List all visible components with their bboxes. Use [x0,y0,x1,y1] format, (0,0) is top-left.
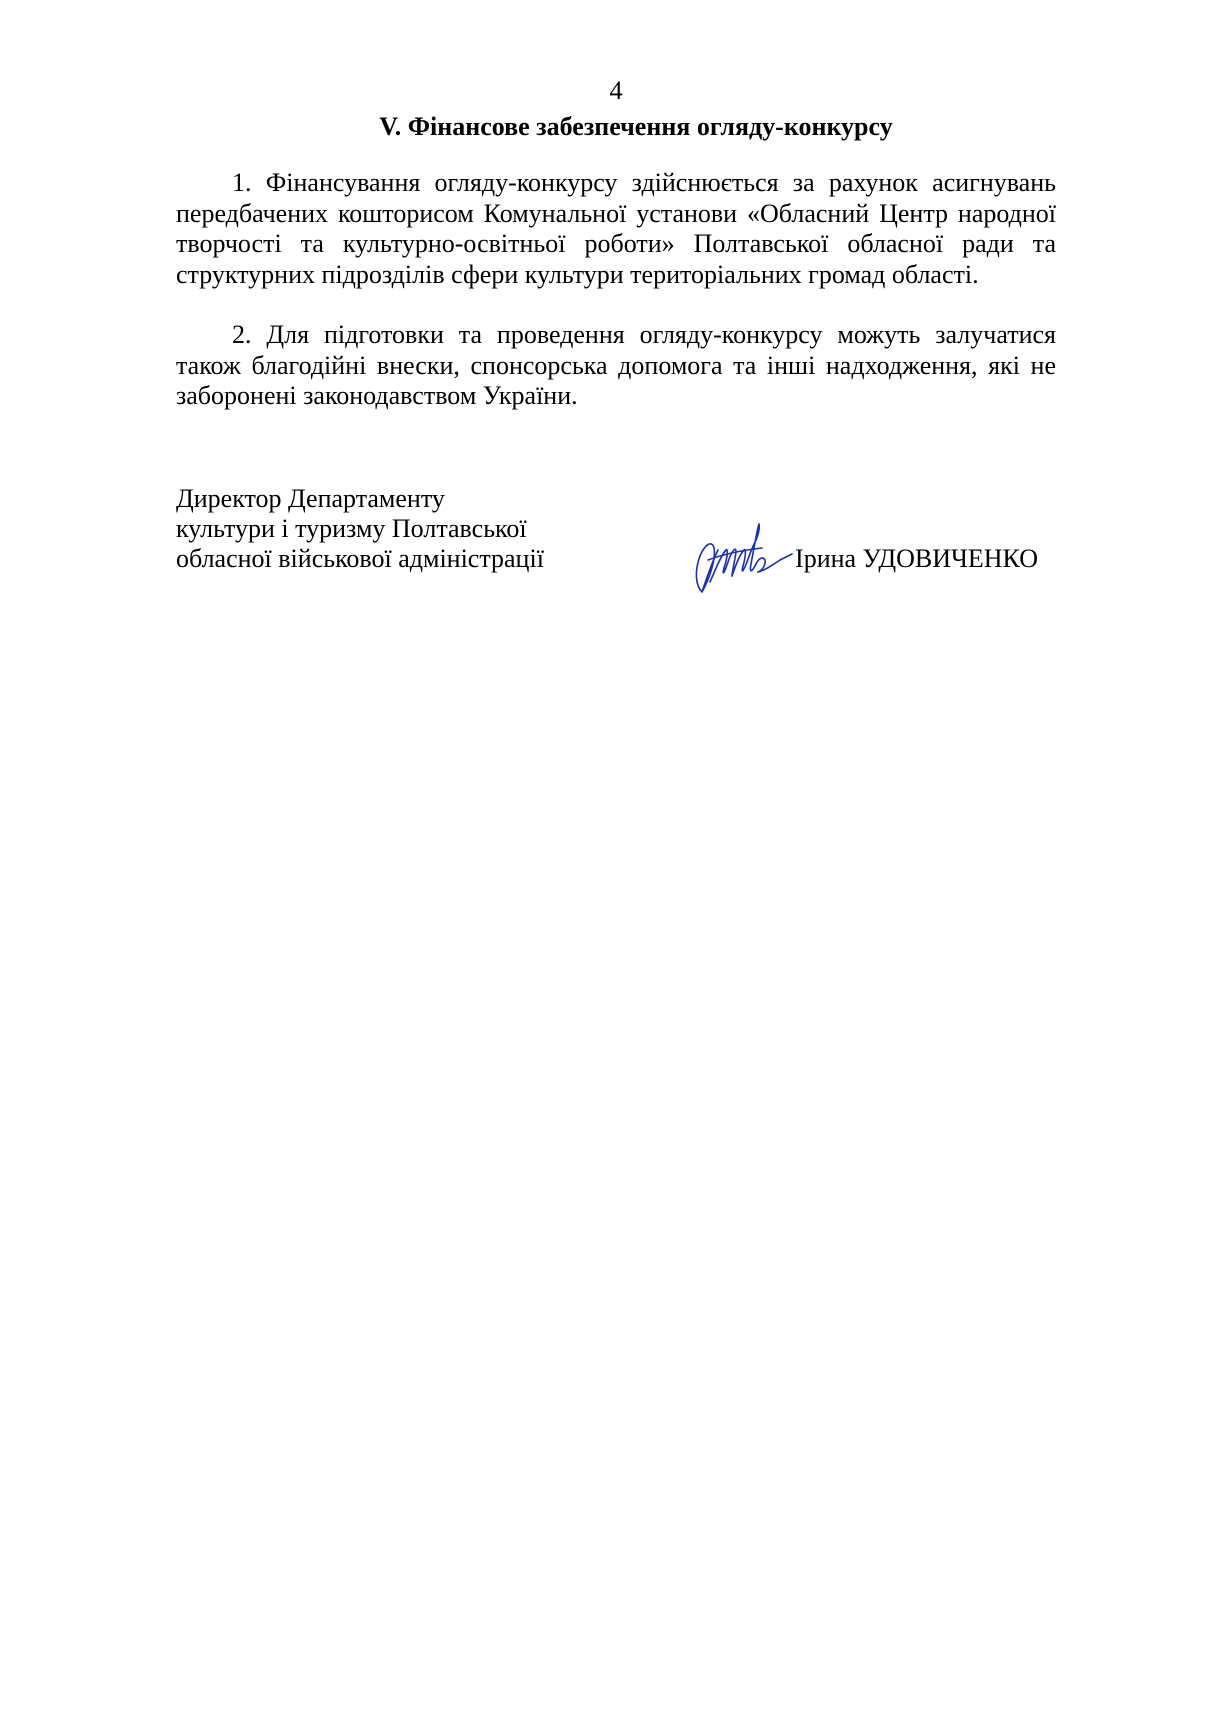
paragraph-additional-sources: 2. Для підготовки та проведення огляду-конкурсу можуть залучатися також благодійні внески, спонсорська допомога та інші надходження, які не заборонені законодавством України. [176,320,1056,410]
handwritten-signature [688,520,798,602]
section-title: V. Фінансове забезпечення огляду-конкурсу [379,112,893,141]
page-number: 4 [609,76,623,105]
paragraph-financing: 1. Фінансування огляду-конкурсу здійснюється за рахунок асигнувань передбачених кошторисом Комунальної установи «Обласний Центр народної творчості та культурно-освітньої роботи» Полтавської обласної ради та структурних підрозділів сфери культури територіальних громад області. [176,168,1056,289]
signature-block [176,484,1056,604]
signatory-position-line: Директор Департаменту [176,483,445,513]
signatory-position [176,484,544,574]
signatory-position-line: обласної військової адміністрації [176,543,544,573]
signatory-name: Ірина УДОВИЧЕНКО [795,543,1038,573]
signatory-position-line: культури і туризму Полтавської [176,513,527,543]
